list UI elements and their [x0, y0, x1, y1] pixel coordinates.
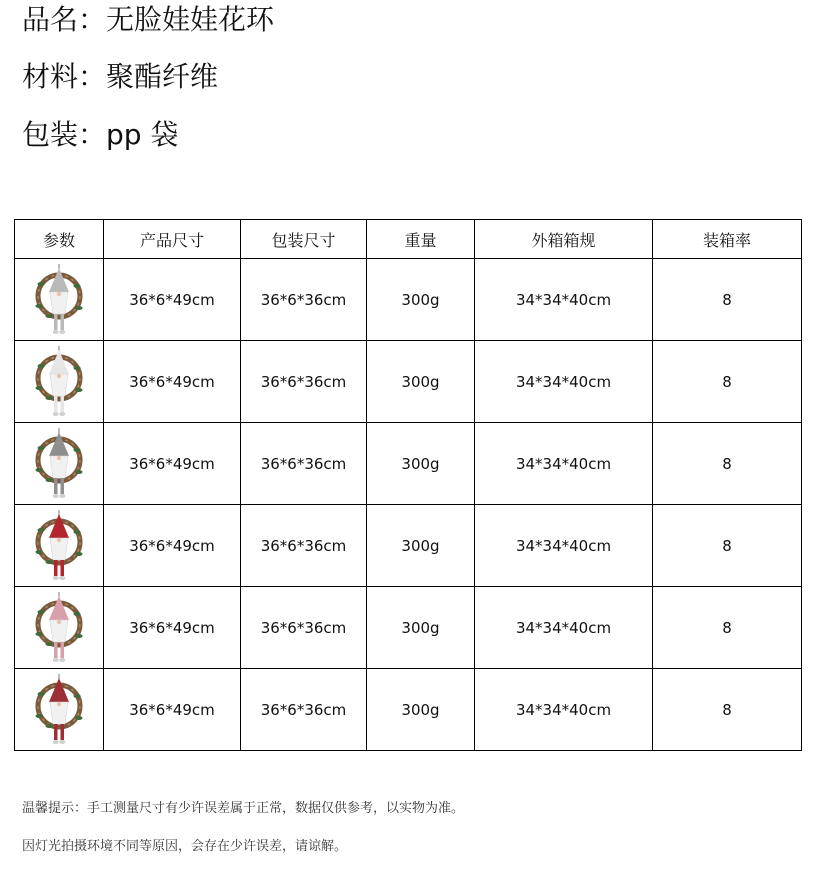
product-size-cell: 36*6*49cm	[104, 423, 241, 505]
product-name: 品名：无脸娃娃花环	[22, 3, 275, 36]
product-size-cell: 36*6*49cm	[104, 587, 241, 669]
product-size-cell: 36*6*49cm	[104, 505, 241, 587]
packing-rate-cell: 8	[653, 587, 802, 669]
package-size-cell: 36*6*36cm	[241, 505, 367, 587]
table-row	[15, 505, 802, 587]
packing-rate-cell: 8	[653, 505, 802, 587]
package-size-cell: 36*6*36cm	[241, 259, 367, 341]
packing-rate-cell: 8	[653, 259, 802, 341]
gnome-wreath-white-icon	[27, 344, 91, 420]
measurement-note: 温馨提示：手工测量尺寸有少许误差属于正常，数据仅供参考，以实物为准。	[22, 801, 465, 816]
package-size-cell: 36*6*36cm	[241, 423, 367, 505]
product-thumbnail-cell	[15, 587, 104, 669]
package-size-cell: 36*6*36cm	[241, 341, 367, 423]
gnome-wreath-red-icon	[27, 508, 91, 584]
table-row	[15, 259, 802, 341]
weight-cell: 300g	[367, 505, 475, 587]
table-header-row	[15, 220, 802, 259]
header-package-size: 包装尺寸	[241, 220, 367, 259]
gnome-wreath-striped-icon	[27, 672, 91, 748]
weight-cell: 300g	[367, 423, 475, 505]
product-spec-table	[14, 219, 802, 751]
header-weight: 重量	[367, 220, 475, 259]
carton-size-cell: 34*34*40cm	[475, 669, 653, 751]
gnome-wreath-grey-icon	[27, 262, 91, 338]
carton-size-cell: 34*34*40cm	[475, 505, 653, 587]
carton-size-cell: 34*34*40cm	[475, 259, 653, 341]
table-row	[15, 423, 802, 505]
package-size-cell: 36*6*36cm	[241, 587, 367, 669]
carton-size-cell: 34*34*40cm	[475, 341, 653, 423]
product-thumbnail-cell	[15, 341, 104, 423]
header-product-size: 产品尺寸	[104, 220, 241, 259]
header-parameter: 参数	[15, 220, 104, 259]
product-thumbnail-cell	[15, 259, 104, 341]
product-size-cell: 36*6*49cm	[104, 341, 241, 423]
weight-cell: 300g	[367, 669, 475, 751]
carton-size-cell: 34*34*40cm	[475, 423, 653, 505]
weight-cell: 300g	[367, 259, 475, 341]
product-size-cell: 36*6*49cm	[104, 669, 241, 751]
weight-cell: 300g	[367, 341, 475, 423]
product-size-cell: 36*6*49cm	[104, 259, 241, 341]
lighting-note: 因灯光拍摄环境不同等原因，会存在少许误差，请谅解。	[22, 839, 348, 854]
weight-cell: 300g	[367, 587, 475, 669]
product-thumbnail-cell	[15, 423, 104, 505]
table-row	[15, 669, 802, 751]
gnome-wreath-pink-icon	[27, 590, 91, 666]
table-row	[15, 341, 802, 423]
carton-size-cell: 34*34*40cm	[475, 587, 653, 669]
table-row	[15, 587, 802, 669]
header-packing-rate: 装箱率	[653, 220, 802, 259]
gnome-wreath-darkgrey-icon	[27, 426, 91, 502]
packing-rate-cell: 8	[653, 341, 802, 423]
product-package: 包装：pp 袋	[22, 118, 179, 151]
package-size-cell: 36*6*36cm	[241, 669, 367, 751]
product-thumbnail-cell	[15, 669, 104, 751]
product-thumbnail-cell	[15, 505, 104, 587]
product-material: 材料：聚酯纤维	[22, 60, 219, 93]
packing-rate-cell: 8	[653, 669, 802, 751]
packing-rate-cell: 8	[653, 423, 802, 505]
header-carton-size: 外箱箱规	[475, 220, 653, 259]
